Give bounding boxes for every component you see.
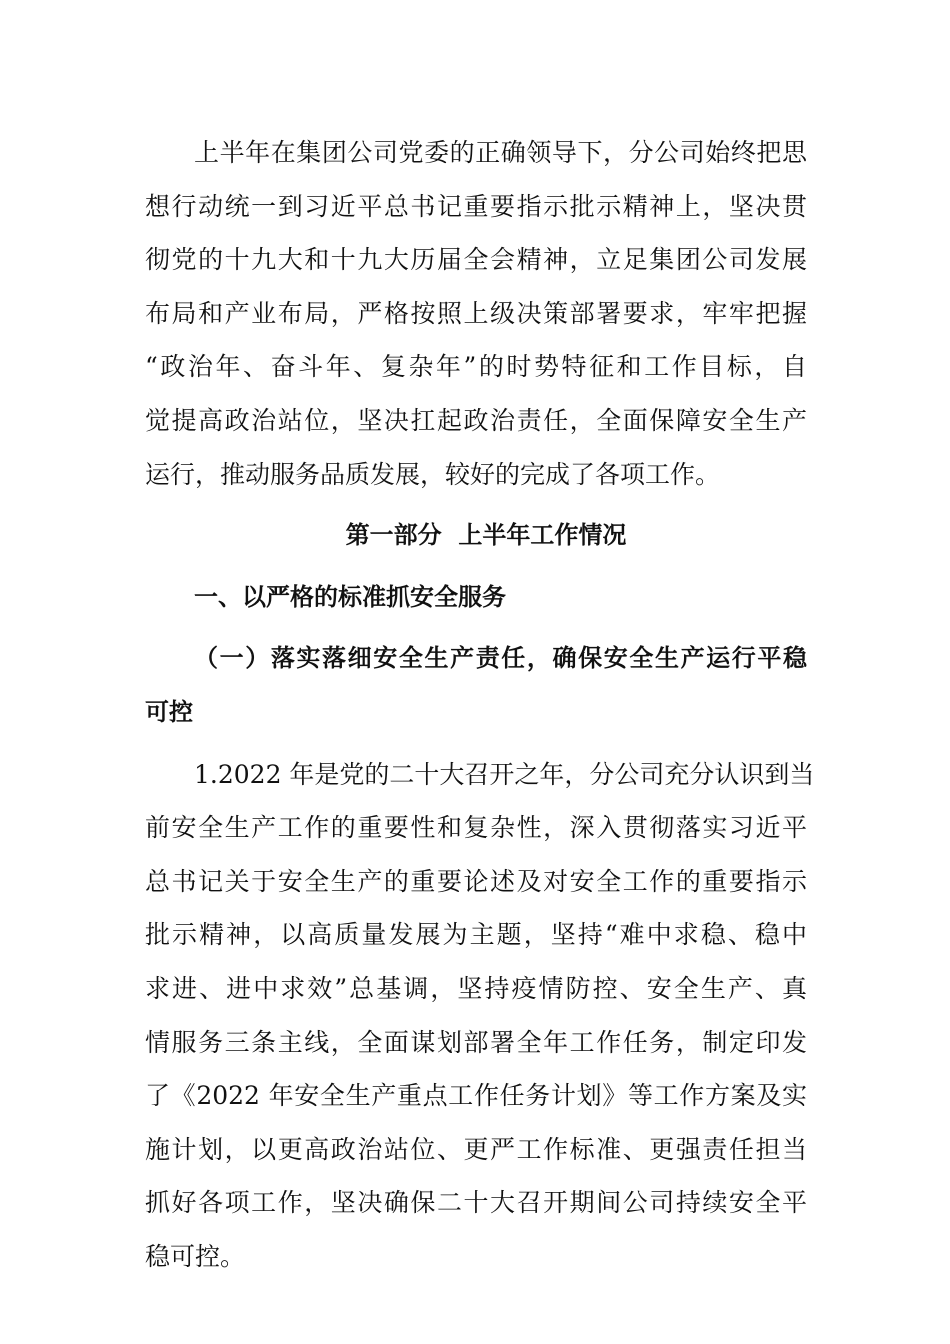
paragraph-line: 抓好各项工作，坚决确保二十大召开期间公司持续安全平 [145, 1188, 807, 1218]
item-paragraph [145, 748, 815, 1284]
paragraph-line: 布局和产业布局，严格按照上级决策部署要求，牢牢把握 [145, 298, 807, 328]
paragraph-line: 情服务三条主线，全面谋划部署全年工作任务，制定印发 [145, 1027, 807, 1057]
paragraph-line: 想行动统一到习近平总书记重要指示批示精神上，坚决贯 [145, 191, 807, 221]
paragraph-line: 1.2022 年是党的二十大召开之年，分公司充分认识到当 [194, 759, 815, 789]
paragraph-line: 彻党的十九大和十九大历届全会精神，立足集团公司发展 [145, 245, 807, 275]
paragraph-line: 施计划，以更高政治站位、更严工作标准、更强责任担当 [145, 1134, 807, 1164]
heading-line: （一）落实落细安全生产责任，确保安全生产运行平稳 [194, 644, 807, 673]
paragraph-line: 求进、进中求效”总基调，坚持疫情防控、安全生产、真 [145, 973, 807, 1003]
paragraph-line: “政治年、奋斗年、复杂年”的时势特征和工作目标，自 [145, 352, 807, 382]
paragraph-line: 前安全生产工作的重要性和复杂性，深入贯彻落实习近平 [145, 813, 807, 843]
paragraph-line: 稳可控。 [145, 1241, 246, 1271]
paragraph-line: 了《2022 年安全生产重点工作任务计划》等工作方案及实 [145, 1081, 807, 1111]
intro-paragraph [145, 126, 807, 501]
heading-line: 可控 [145, 697, 193, 726]
paragraph-line: 运行，推动服务品质发展，较好的完成了各项工作。 [145, 459, 721, 489]
paragraph-line: 觉提高政治站位，坚决扛起政治责任，全面保障安全生产 [145, 405, 807, 435]
document-body [145, 126, 815, 1283]
part-heading: 第一部分 上半年工作情况 [345, 521, 627, 550]
paragraph-line: 上半年在集团公司党委的正确领导下，分公司始终把思 [194, 138, 807, 167]
subsection-heading [145, 632, 807, 739]
section-heading: 一、以严格的标准抓安全服务 [194, 582, 506, 611]
paragraph-line: 总书记关于安全生产的重要论述及对安全工作的重要指示 [145, 866, 807, 896]
paragraph-line: 批示精神，以高质量发展为主题，坚持“难中求稳、稳中 [145, 920, 807, 950]
